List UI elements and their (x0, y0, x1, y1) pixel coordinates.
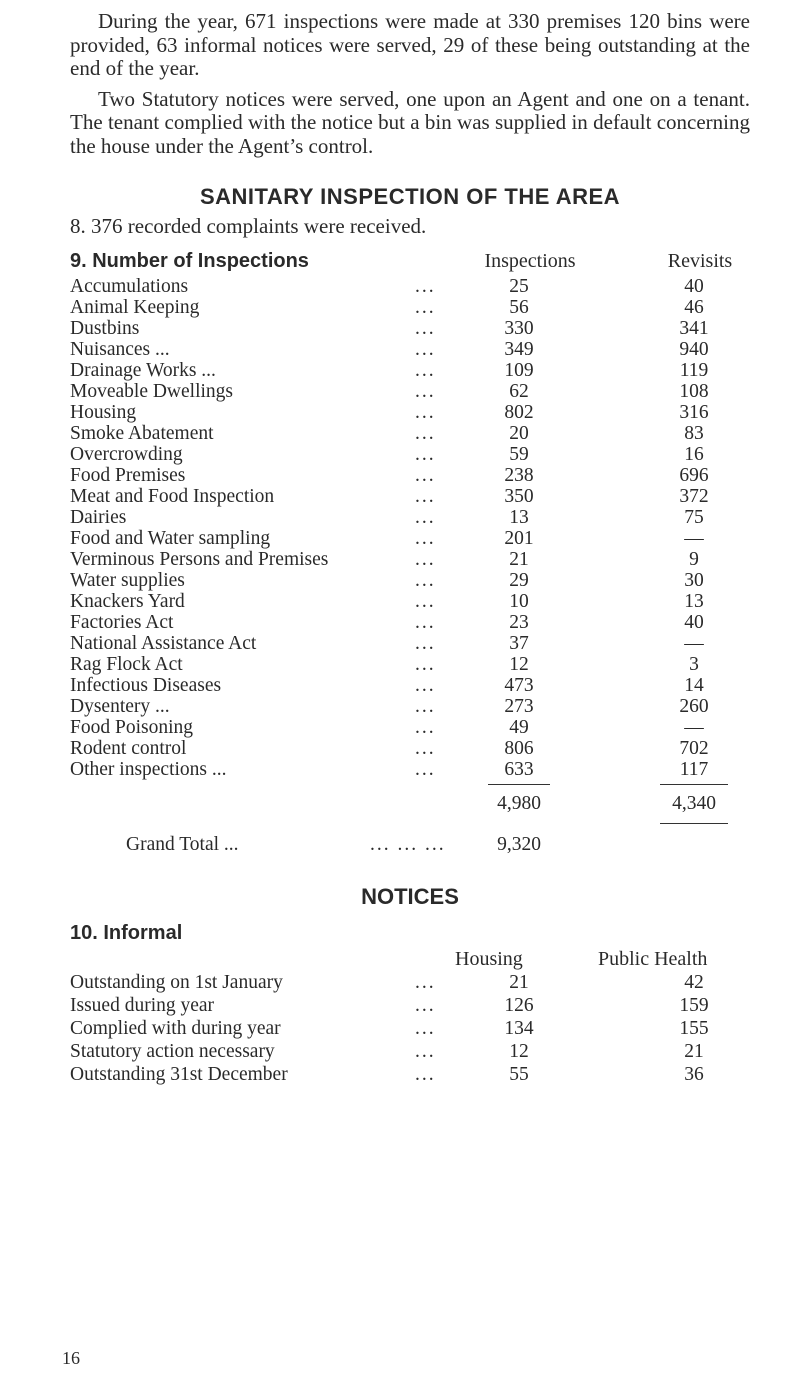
notice-row-value-2: 42 (684, 972, 704, 993)
notice-row-value-2: 36 (684, 1064, 704, 1085)
inspection-row (70, 360, 750, 381)
inspection-row-value-1: 37 (509, 633, 529, 654)
notice-row-leader: ... (415, 972, 436, 993)
inspection-row-value-2: 316 (679, 402, 709, 423)
inspection-row-value-2: 117 (679, 759, 709, 780)
inspection-row-value-2: — (684, 528, 704, 549)
inspection-row-leader: ... (415, 423, 436, 444)
grand-total-row (70, 820, 750, 860)
inspection-row-value-2: 9 (689, 549, 699, 570)
inspections-header (70, 250, 750, 276)
inspection-row-value-1: 633 (504, 759, 534, 780)
inspection-row-value-2: 108 (679, 381, 709, 402)
inspection-row-value-1: 802 (504, 402, 534, 423)
inspection-row-leader: ... (415, 717, 436, 738)
inspection-row (70, 738, 750, 759)
inspection-row-leader: ... (415, 675, 436, 696)
inspection-row (70, 759, 750, 780)
inspection-row (70, 318, 750, 339)
inspection-row (70, 717, 750, 738)
notice-row-label: Statutory action necessary (70, 1041, 275, 1062)
inspection-row (70, 444, 750, 465)
inspection-row-label: Other inspections ... (70, 759, 227, 780)
inspection-row-leader: ... (415, 759, 436, 780)
notice-row-label: Issued during year (70, 995, 215, 1016)
inspection-row-value-2: 40 (684, 612, 704, 633)
inspection-row-label: Dysentery ... (70, 696, 170, 717)
inspection-row-label: Smoke Abatement (70, 423, 214, 444)
inspection-row-value-2: 119 (679, 360, 709, 381)
inspection-row-value-1: 62 (509, 381, 529, 402)
inspection-row-label: Overcrowding (70, 444, 183, 465)
notice-row-value-1: 12 (509, 1041, 529, 1062)
inspection-row-value-2: 372 (679, 486, 709, 507)
inspection-row (70, 465, 750, 486)
inspection-row-leader: ... (415, 570, 436, 591)
inspection-row-value-2: 30 (684, 570, 704, 591)
inspection-row-leader: ... (415, 339, 436, 360)
inspection-row-value-2: 83 (684, 423, 704, 444)
inspection-row-label: Nuisances ... (70, 339, 170, 360)
inspection-row-leader: ... (415, 738, 436, 759)
inspection-row-label: Drainage Works ... (70, 360, 216, 381)
grand-total-label: Grand Total ... (126, 834, 239, 855)
inspection-row (70, 507, 750, 528)
inspection-row-value-2: 13 (684, 591, 704, 612)
inspection-row-label: Food Poisoning (70, 717, 193, 738)
inspections-heading: 9. Number of Inspections (70, 250, 309, 272)
complaints-line: 8. 376 recorded complaints were received. (70, 214, 427, 238)
inspection-row (70, 654, 750, 675)
inspection-row-value-1: 330 (504, 318, 534, 339)
inspection-row (70, 633, 750, 654)
inspection-row-label: Dustbins (70, 318, 140, 339)
inspection-row-leader: ... (415, 360, 436, 381)
inspection-row (70, 675, 750, 696)
notices-header (70, 882, 750, 942)
inspection-row-leader: ... (415, 465, 436, 486)
inspection-row-leader: ... (415, 297, 436, 318)
inspection-row-label: Rag Flock Act (70, 654, 183, 675)
inspection-row-label: Food and Water sampling (70, 528, 271, 549)
inspection-row-label: Housing (70, 402, 137, 423)
notice-row-value-2: 21 (684, 1041, 704, 1062)
totals-rule-left (488, 784, 550, 785)
notice-row-label: Complied with during year (70, 1018, 281, 1039)
inspection-row (70, 297, 750, 318)
public-health-column-header: Public Health (598, 948, 708, 970)
notice-row-value-1: 134 (504, 1018, 534, 1039)
inspection-row-leader: ... (415, 402, 436, 423)
revisits-column-header: Revisits (667, 250, 733, 272)
inspection-row-label: Knackers Yard (70, 591, 185, 612)
notice-row (70, 1064, 750, 1087)
inspection-row-value-1: 806 (504, 738, 534, 759)
inspection-row-leader: ... (415, 591, 436, 612)
inspection-row-value-2: 696 (679, 465, 709, 486)
inspection-row-value-2: 3 (689, 654, 699, 675)
notice-row (70, 972, 750, 995)
notice-row (70, 995, 750, 1018)
inspection-row-leader: ... (415, 528, 436, 549)
inspection-row-label: Animal Keeping (70, 297, 200, 318)
inspection-row-value-2: 40 (684, 276, 704, 297)
inspection-row (70, 528, 750, 549)
inspection-row-leader: ... (415, 612, 436, 633)
notice-row-label: Outstanding 31st December (70, 1064, 288, 1085)
inspection-row-leader: ... (415, 381, 436, 402)
inspection-row-label: Meat and Food Inspection (70, 486, 275, 507)
inspection-row-value-2: 940 (679, 339, 709, 360)
report-page (70, 10, 750, 1087)
inspection-row-value-2: 341 (679, 318, 709, 339)
inspection-row-leader: ... (415, 696, 436, 717)
inspection-row-value-1: 350 (504, 486, 534, 507)
inspection-row-value-1: 59 (509, 444, 529, 465)
inspection-row-value-1: 473 (504, 675, 534, 696)
notice-row-value-1: 21 (509, 972, 529, 993)
totals-rule-right (660, 784, 728, 785)
section-title: SANITARY INSPECTION OF THE AREA (199, 184, 621, 209)
inspection-row-value-1: 25 (509, 276, 529, 297)
inspection-row-label: Dairies (70, 507, 127, 528)
inspection-row-value-1: 49 (509, 717, 529, 738)
inspection-row-value-2: 14 (684, 675, 704, 696)
inspection-row-value-1: 109 (504, 360, 534, 381)
inspection-row-label: Verminous Persons and Premises (70, 549, 329, 570)
notice-row-value-1: 126 (504, 995, 534, 1016)
inspection-row-value-1: 13 (509, 507, 529, 528)
notice-row-leader: ... (415, 1018, 436, 1039)
inspection-row-leader: ... (415, 318, 436, 339)
notice-row-value-1: 55 (509, 1064, 529, 1085)
inspection-row (70, 696, 750, 717)
notice-row-value-2: 155 (679, 1018, 709, 1039)
inspection-row-leader: ... (415, 654, 436, 675)
grand-total-dots: ... ... ... (370, 834, 446, 855)
inspection-row (70, 402, 750, 423)
inspection-row-label: National Assistance Act (70, 633, 257, 654)
totals-row (70, 780, 750, 820)
grand-total-value: 9,320 (497, 834, 541, 855)
inspection-row-value-2: 16 (684, 444, 704, 465)
inspection-row-value-1: 29 (509, 570, 529, 591)
inspection-row (70, 486, 750, 507)
grand-total-rule (660, 823, 728, 824)
inspection-row (70, 381, 750, 402)
inspection-row-value-1: 23 (509, 612, 529, 633)
inspection-row (70, 591, 750, 612)
housing-column-header: Housing (455, 948, 523, 970)
inspection-row-leader: ... (415, 276, 436, 297)
inspection-row-leader: ... (415, 507, 436, 528)
notices-column-headers (70, 948, 750, 972)
inspection-row-value-1: 20 (509, 423, 529, 444)
notice-row-value-2: 159 (679, 995, 709, 1016)
inspection-row-value-1: 273 (504, 696, 534, 717)
notices-title: NOTICES (361, 884, 459, 909)
inspection-row-leader: ... (415, 633, 436, 654)
inspection-row-label: Factories Act (70, 612, 174, 633)
inspection-row-value-1: 238 (504, 465, 534, 486)
inspection-row-leader: ... (415, 549, 436, 570)
page-number: 16 (62, 1348, 80, 1368)
inspection-row-value-1: 201 (504, 528, 534, 549)
inspection-row-label: Rodent control (70, 738, 187, 759)
inspection-row-value-2: 75 (684, 507, 704, 528)
inspection-row (70, 612, 750, 633)
total-inspections: 4,980 (497, 793, 541, 814)
inspection-row-label: Food Premises (70, 465, 186, 486)
inspection-row-value-1: 21 (509, 549, 529, 570)
inspection-row-value-2: — (684, 633, 704, 654)
inspection-row (70, 276, 750, 297)
inspection-row-leader: ... (415, 486, 436, 507)
inspection-row-label: Accumulations (70, 276, 189, 297)
notice-row-leader: ... (415, 1041, 436, 1062)
inspection-row-label: Moveable Dwellings (70, 381, 234, 402)
notice-row-label: Outstanding on 1st January (70, 972, 283, 993)
inspection-row-value-2: 702 (679, 738, 709, 759)
inspection-row-value-1: 56 (509, 297, 529, 318)
notices-subheading: 10. Informal (70, 922, 183, 944)
notice-row-leader: ... (415, 1064, 436, 1085)
inspection-row-value-2: — (684, 717, 704, 738)
inspection-row-label: Infectious Diseases (70, 675, 222, 696)
inspection-row-value-2: 46 (684, 297, 704, 318)
notice-row (70, 1041, 750, 1064)
inspection-row (70, 423, 750, 444)
inspection-row (70, 549, 750, 570)
inspections-table (70, 276, 750, 780)
notices-table (70, 972, 750, 1087)
total-revisits: 4,340 (672, 793, 716, 814)
inspection-row (70, 339, 750, 360)
notice-row-leader: ... (415, 995, 436, 1016)
inspection-row-value-2: 260 (679, 696, 709, 717)
inspection-row-leader: ... (415, 444, 436, 465)
inspection-row-value-1: 349 (504, 339, 534, 360)
notice-row (70, 1018, 750, 1041)
inspections-column-header: Inspections (484, 250, 576, 272)
intro-paragraph: During the year, 671 inspections were made at 330 premises 120 bins were provided, 63 informal notices were served, 29 of these being outstanding at the end of the year. (70, 9, 750, 80)
inspection-row-value-1: 12 (509, 654, 529, 675)
inspection-row-value-1: 10 (509, 591, 529, 612)
inspection-row (70, 570, 750, 591)
inspection-row-label: Water supplies (70, 570, 185, 591)
notices-paragraph: Two Statutory notices were served, one upon an Agent and one on a tenant. The tenant complied with the notice but a bin was supplied in default concerning the house under the Agent’s control. (70, 86, 750, 158)
